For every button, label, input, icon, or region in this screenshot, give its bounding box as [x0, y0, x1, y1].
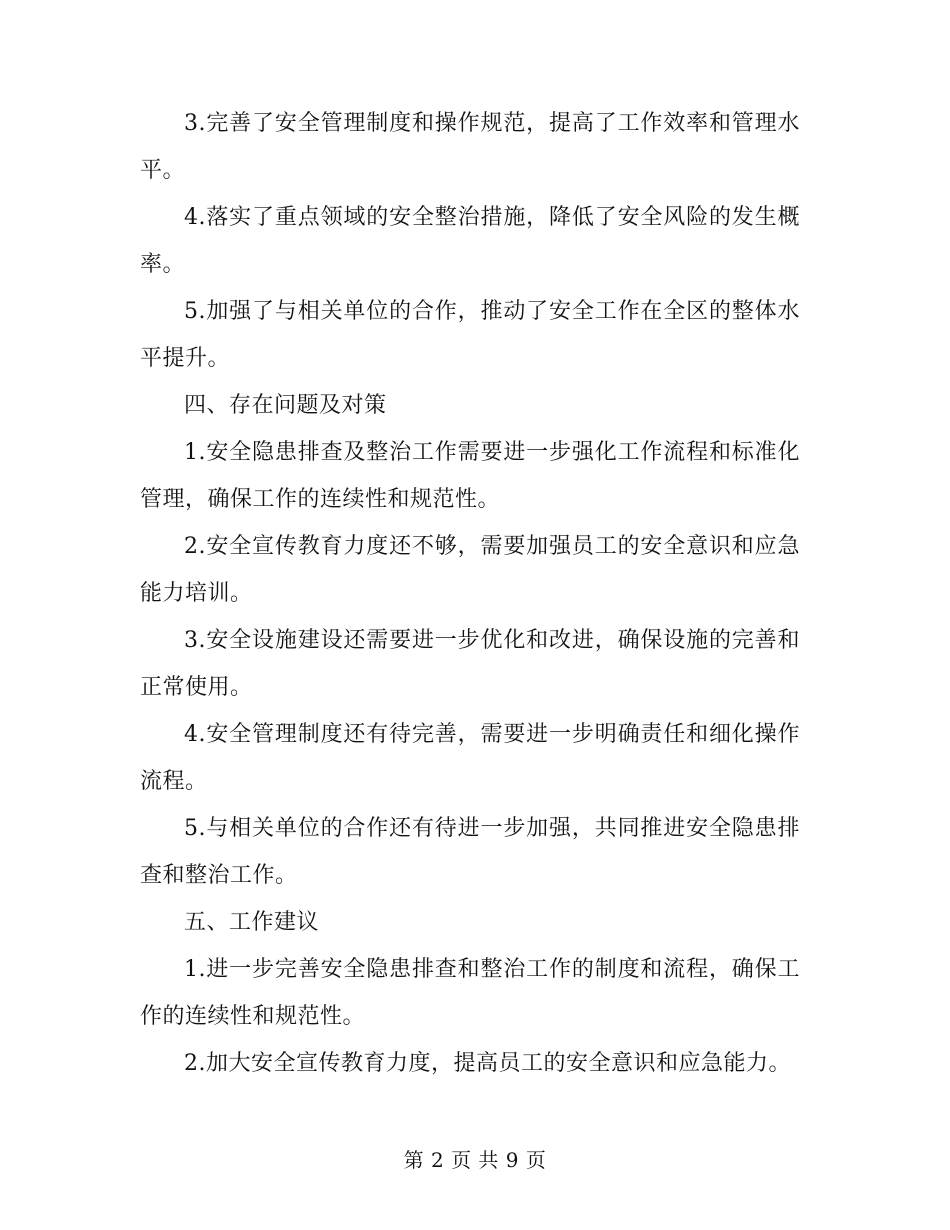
suggestion-item-1: 1.进一步完善安全隐患排查和整治工作的制度和流程，确保工作的连续性和规范性。 — [140, 957, 800, 1029]
section-heading-suggestions: 五、工作建议 — [184, 910, 320, 935]
problem-item-4: 4.安全管理制度还有待完善，需要进一步明确责任和细化操作流程。 — [140, 722, 800, 794]
problem-item-3: 3.安全设施建设还需要进一步优化和改进，确保设施的完善和正常使用。 — [140, 628, 800, 700]
paragraph-item-4: 4.落实了重点领域的安全整治措施，降低了安全风险的发生概率。 — [140, 205, 800, 277]
paragraph-item-5: 5.加强了与相关单位的合作，推动了安全工作在全区的整体水平提升。 — [140, 299, 800, 371]
problem-item-2: 2.安全宣传教育力度还不够，需要加强员工的安全意识和应急能力培训。 — [140, 534, 800, 606]
paragraph-item-3: 3.完善了安全管理制度和操作规范，提高了工作效率和管理水平。 — [140, 111, 800, 183]
section-heading-problems: 四、存在问题及对策 — [184, 393, 387, 418]
document-body — [140, 100, 800, 1087]
suggestion-item-2: 2.加大安全宣传教育力度，提高员工的安全意识和应急能力。 — [184, 1051, 791, 1076]
page-number-footer: 第 2 页 共 9 页 — [403, 1148, 547, 1172]
problem-item-5: 5.与相关单位的合作还有待进一步加强，共同推进安全隐患排查和整治工作。 — [140, 816, 800, 888]
problem-item-1: 1.安全隐患排查及整治工作需要进一步强化工作流程和标准化管理，确保工作的连续性和规范性。 — [140, 440, 800, 512]
